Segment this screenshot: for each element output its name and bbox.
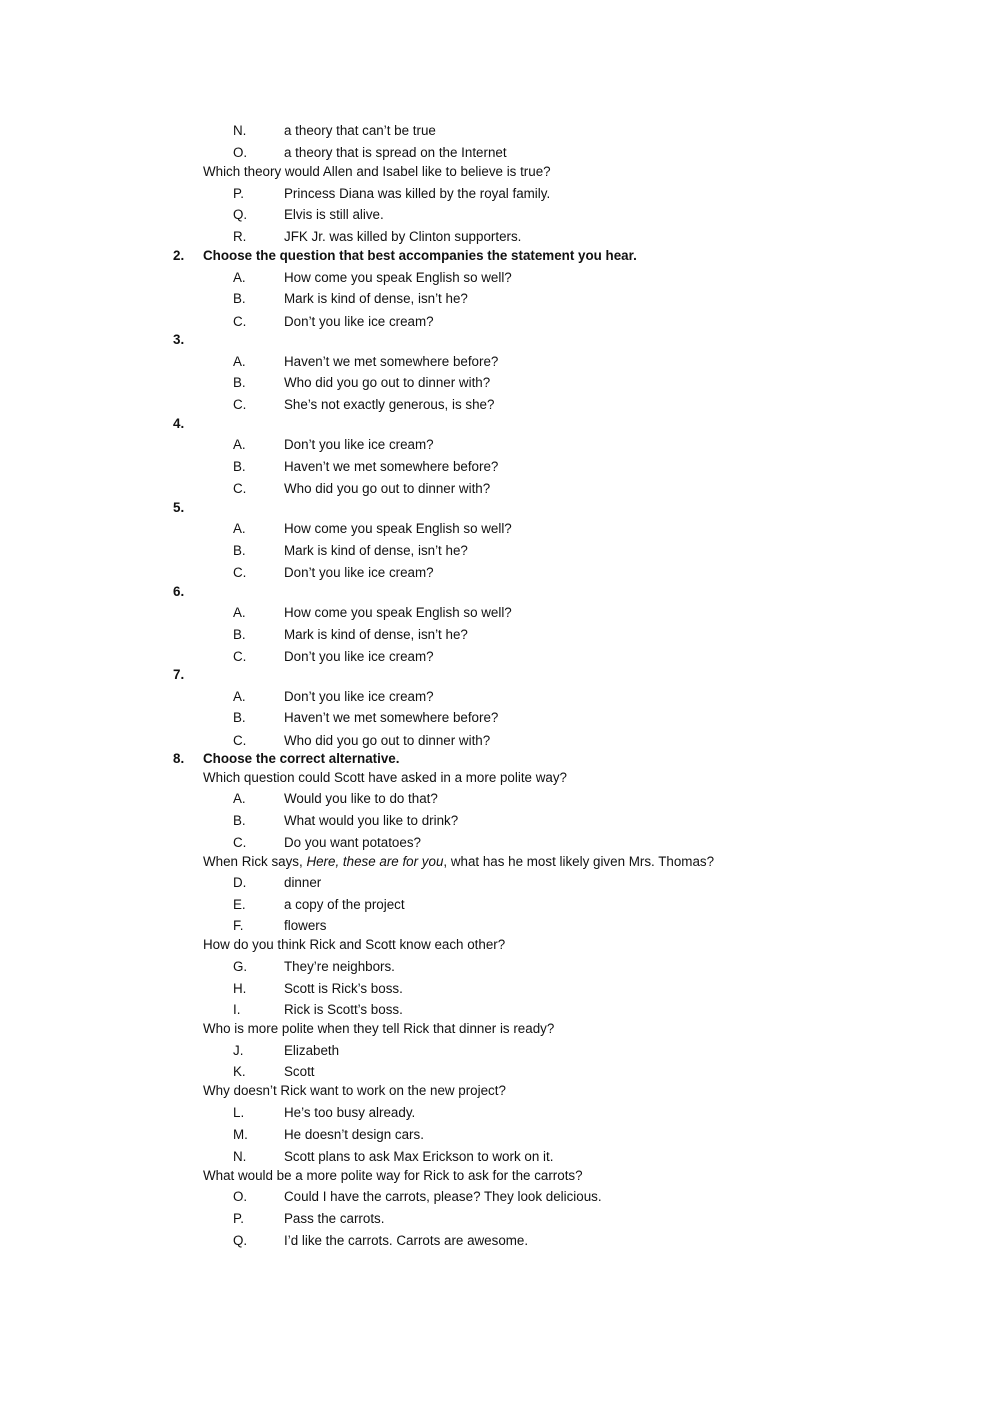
option-text: Don’t you like ice cream?	[284, 314, 434, 329]
option-letter: A.	[233, 437, 246, 452]
question-number: 6.	[173, 584, 185, 599]
option-text: Haven’t we met somewhere before?	[284, 459, 499, 474]
option-text: Who did you go out to dinner with?	[284, 481, 491, 496]
sub-question-text: Why doesn’t Rick want to work on the new project?	[203, 1083, 506, 1098]
option-letter: B.	[233, 627, 246, 642]
option-letter: B.	[233, 543, 246, 558]
option-text: Haven’t we met somewhere before?	[284, 354, 499, 369]
option-text: Elizabeth	[284, 1043, 340, 1058]
option-letter: O.	[233, 1189, 248, 1204]
option-letter: B.	[233, 710, 246, 725]
option-text: He’s too busy already.	[284, 1105, 416, 1120]
option-text: How come you speak English so well?	[284, 270, 512, 285]
option-letter: B.	[233, 813, 246, 828]
option-text: He doesn’t design cars.	[284, 1127, 424, 1142]
option-letter: A.	[233, 521, 246, 536]
option-letter: P.	[233, 1211, 244, 1226]
question-number: 4.	[173, 416, 185, 431]
option-letter: E.	[233, 897, 246, 912]
option-letter: D.	[233, 875, 247, 890]
option-letter: Q.	[233, 1233, 248, 1248]
question-number: 3.	[173, 332, 185, 347]
option-text: Don’t you like ice cream?	[284, 565, 434, 580]
option-letter: L.	[233, 1105, 245, 1120]
option-text: Could I have the carrots, please? They look delicious.	[284, 1189, 602, 1204]
option-letter: G.	[233, 959, 248, 974]
option-text: Pass the carrots.	[284, 1211, 385, 1226]
question-number: 7.	[173, 667, 185, 682]
option-text: Princess Diana was killed by the royal family.	[284, 186, 551, 201]
option-text: JFK Jr. was killed by Clinton supporters.	[284, 229, 522, 244]
option-letter: N.	[233, 123, 247, 138]
option-text: Scott	[284, 1064, 315, 1079]
option-letter: A.	[233, 354, 246, 369]
option-text: What would you like to drink?	[284, 813, 459, 828]
sub-question-text: Which theory would Allen and Isabel like to believe is true?	[203, 164, 551, 179]
option-text: I’d like the carrots. Carrots are awesome.	[284, 1233, 529, 1248]
option-letter: H.	[233, 981, 247, 996]
option-text: Don’t you like ice cream?	[284, 649, 434, 664]
option-text: Who did you go out to dinner with?	[284, 733, 491, 748]
sub-question-text	[203, 854, 714, 870]
option-letter: Q.	[233, 207, 248, 222]
option-text: Elvis is still alive.	[284, 207, 384, 222]
option-letter: C.	[233, 314, 247, 329]
option-letter: A.	[233, 791, 246, 806]
sub-question-text-before: When Rick says,	[203, 854, 307, 869]
question-number: 8.	[173, 751, 185, 766]
sub-question-text: Who is more polite when they tell Rick that dinner is ready?	[203, 1021, 555, 1036]
option-text: a theory that is spread on the Internet	[284, 145, 507, 160]
question-number: 5.	[173, 500, 185, 515]
option-text: Mark is kind of dense, isn’t he?	[284, 627, 468, 642]
option-text: Scott is Rick’s boss.	[284, 981, 403, 996]
option-text: Rick is Scott’s boss.	[284, 1002, 403, 1017]
option-text: Don’t you like ice cream?	[284, 689, 434, 704]
option-letter: B.	[233, 291, 246, 306]
option-letter: B.	[233, 375, 246, 390]
option-letter: A.	[233, 270, 246, 285]
question-heading: Choose the question that best accompanies the statement you hear.	[203, 248, 637, 263]
option-letter: B.	[233, 459, 246, 474]
option-letter: M.	[233, 1127, 248, 1142]
question-number: 2.	[173, 248, 185, 263]
option-letter: C.	[233, 835, 247, 850]
option-text: How come you speak English so well?	[284, 605, 512, 620]
option-text: Don’t you like ice cream?	[284, 437, 434, 452]
option-text: How come you speak English so well?	[284, 521, 512, 536]
option-letter: R.	[233, 229, 247, 244]
sub-question-text: What would be a more polite way for Rick to ask for the carrots?	[203, 1168, 583, 1183]
option-letter: A.	[233, 605, 246, 620]
option-letter: C.	[233, 481, 247, 496]
sub-question-text: How do you think Rick and Scott know each other?	[203, 937, 506, 952]
option-text: Mark is kind of dense, isn’t he?	[284, 291, 468, 306]
option-letter: C.	[233, 733, 247, 748]
option-letter: F.	[233, 918, 244, 933]
option-text: dinner	[284, 875, 322, 890]
option-letter: P.	[233, 186, 244, 201]
option-text: Haven’t we met somewhere before?	[284, 710, 499, 725]
option-letter: J.	[233, 1043, 244, 1058]
sub-question-quote: Here, these are for you	[306, 854, 444, 869]
option-letter: C.	[233, 565, 247, 580]
option-text: Who did you go out to dinner with?	[284, 375, 491, 390]
option-text: a copy of the project	[284, 897, 405, 912]
option-letter: C.	[233, 397, 247, 412]
option-text: Scott plans to ask Max Erickson to work on it.	[284, 1149, 554, 1164]
option-letter: I.	[233, 1002, 241, 1017]
option-text: Mark is kind of dense, isn’t he?	[284, 543, 468, 558]
option-text: She’s not exactly generous, is she?	[284, 397, 495, 412]
option-text: Do you want potatoes?	[284, 835, 421, 850]
option-text: flowers	[284, 918, 327, 933]
option-text: Would you like to do that?	[284, 791, 438, 806]
option-text: a theory that can’t be true	[284, 123, 436, 138]
sub-question-text: Which question could Scott have asked in a more polite way?	[203, 770, 567, 785]
option-letter: N.	[233, 1149, 247, 1164]
option-text: They’re neighbors.	[284, 959, 395, 974]
question-heading: Choose the correct alternative.	[203, 751, 400, 766]
option-letter: C.	[233, 649, 247, 664]
option-letter: O.	[233, 145, 248, 160]
option-letter: A.	[233, 689, 246, 704]
sub-question-text-after: , what has he most likely given Mrs. Thomas?	[443, 854, 715, 869]
option-letter: K.	[233, 1064, 246, 1079]
